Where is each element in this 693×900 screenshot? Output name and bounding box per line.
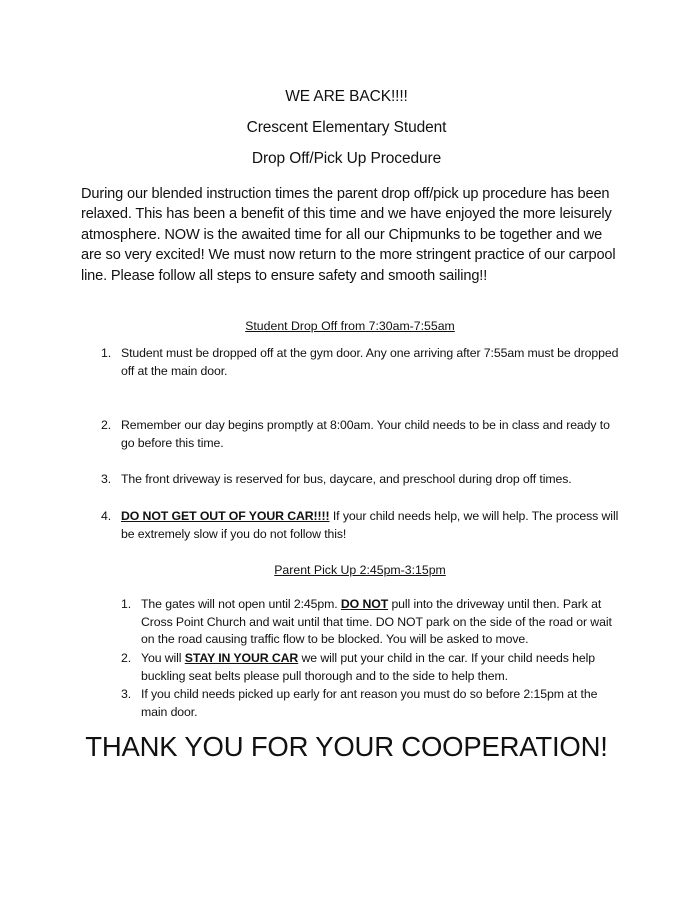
title-school-name: Crescent Elementary Student bbox=[246, 119, 447, 136]
list-text bbox=[141, 596, 621, 649]
closing-thank-you: THANK YOU FOR YOUR COOPERATION! bbox=[85, 731, 608, 762]
list-number: 4. bbox=[101, 509, 112, 523]
list-text: Student must be dropped off at the gym door. Any one arriving after 7:55am must be dropped off at the main door. bbox=[121, 346, 619, 378]
list-text: If you child needs picked up early for ant reason you must do so before 2:15pm at the main door. bbox=[141, 687, 598, 719]
list-text-rest: If your child needs help, we will help. The process will be extremely slow if you do not follow this! bbox=[121, 509, 619, 541]
list-text-after: pull into the driveway until then. Park at Cross Point Church and wait until that time. DO NOT park on the side of the road or wait on the road causing traffic flow to be blocked. You will be asked to move. bbox=[141, 597, 612, 647]
intro-paragraph: During our blended instruction times the parent drop off/pick up procedure has been relaxed. This has been a benefit of this time and we have enjoyed the more leisurely atmosphere. NOW is the awaited time for all our Chipmunks to be together and we are so very excited! We must now return to the more stringent practice of our carpool line. Please follow all steps to ensure safety and smooth sailing!! bbox=[81, 186, 616, 284]
emphasis-text: DO NOT GET OUT OF YOUR CAR!!!! bbox=[121, 509, 330, 523]
pick-up-heading: Parent Pick Up 2:45pm-3:15pm bbox=[274, 563, 446, 577]
list-item bbox=[121, 686, 621, 721]
list-item bbox=[121, 650, 621, 685]
title-procedure: Drop Off/Pick Up Procedure bbox=[251, 150, 442, 167]
emphasis-text: STAY IN YOUR CAR bbox=[184, 651, 299, 665]
drop-off-heading: Student Drop Off from 7:30am-7:55am bbox=[245, 319, 455, 333]
list-text: Remember our day begins promptly at 8:00am. Your child needs to be in class and ready to go before this time. bbox=[121, 418, 610, 450]
list-text bbox=[141, 650, 621, 685]
list-number: 2. bbox=[101, 418, 112, 432]
list-item bbox=[101, 508, 621, 543]
list-number: 3. bbox=[101, 472, 112, 486]
list-text-before: You will bbox=[141, 651, 185, 665]
list-number: 2. bbox=[121, 651, 132, 665]
list-number: 3. bbox=[121, 687, 132, 701]
list-number: 1. bbox=[101, 346, 112, 360]
list-item bbox=[101, 471, 621, 489]
list-item bbox=[121, 596, 621, 649]
list-text bbox=[121, 508, 621, 543]
list-text-before: The gates will not open until 2:45pm. bbox=[141, 597, 341, 611]
list-text-after: we will put your child in the car. If your child needs help buckling seat belts please pull thorough and to the side to help them. bbox=[141, 651, 596, 683]
list-text: The front driveway is reserved for bus, daycare, and preschool during drop off times. bbox=[121, 472, 572, 486]
emphasis-text: DO NOT bbox=[340, 597, 389, 611]
list-item bbox=[101, 345, 621, 380]
list-number: 1. bbox=[121, 597, 132, 611]
list-item bbox=[101, 417, 621, 452]
title-we-are-back: WE ARE BACK!!!! bbox=[285, 88, 408, 105]
